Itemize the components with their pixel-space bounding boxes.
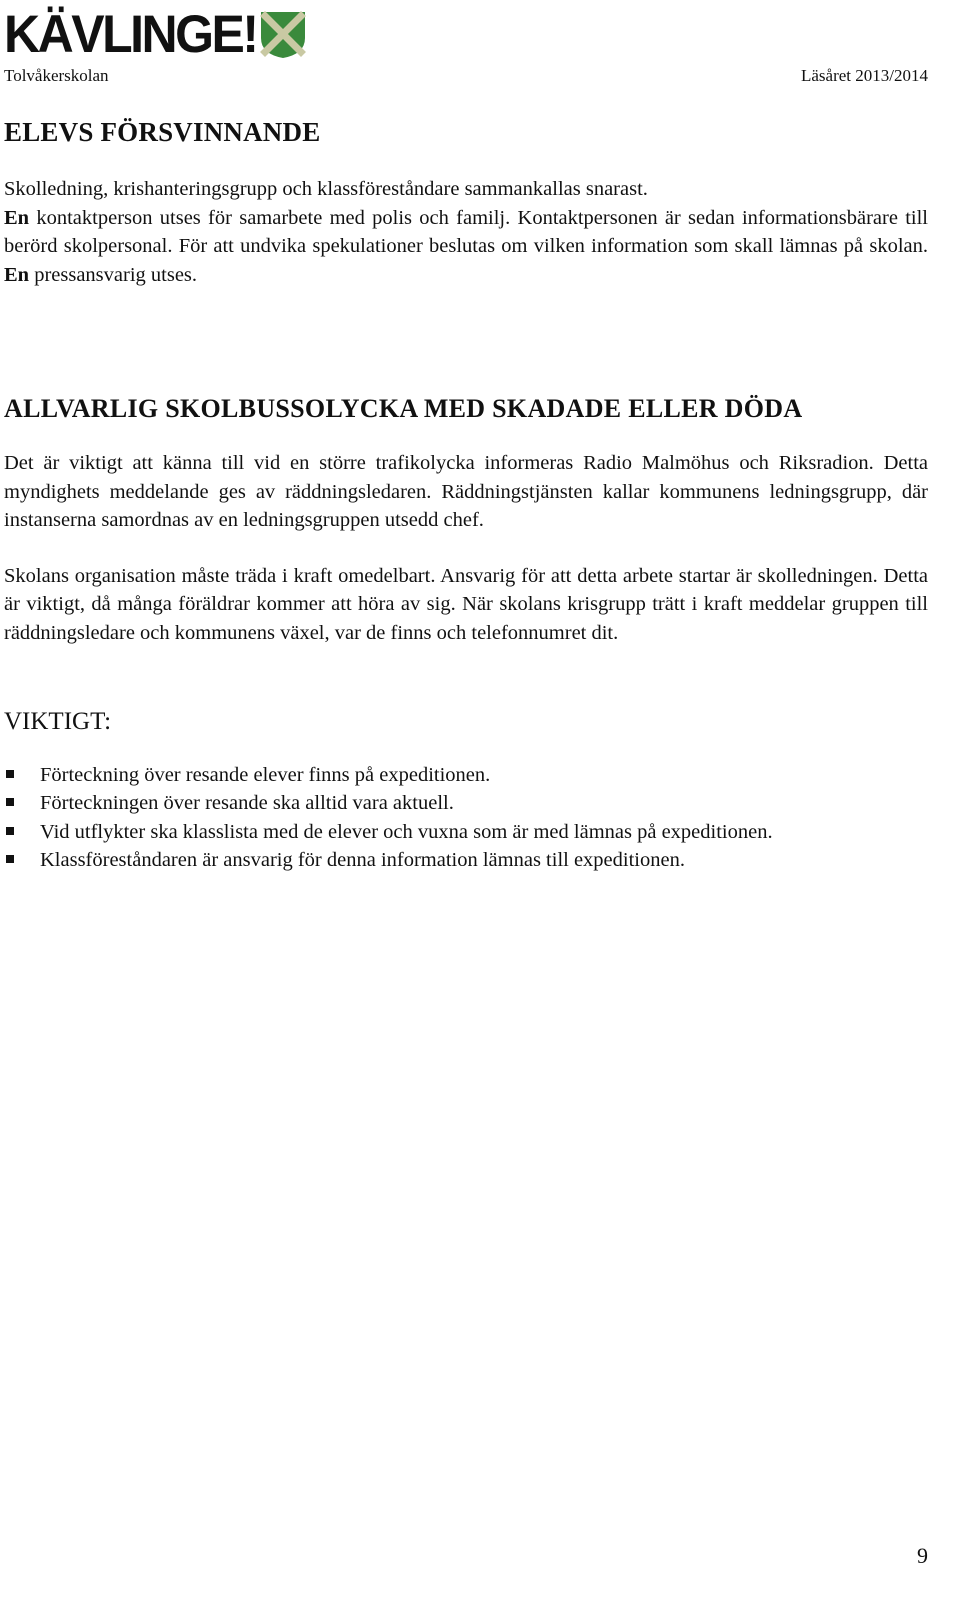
square-bullet-icon <box>6 855 14 863</box>
section-title-important: VIKTIGT: <box>4 708 112 735</box>
school-year: Läsåret 2013/2014 <box>801 66 928 85</box>
list-item: Klassföreståndaren är ansvarig för denna information lämnas till expeditionen. <box>4 846 928 874</box>
section1-text-part2: kontaktperson utses för samarbete med polis och familj. Kontaktpersonen är sedan informationsbärare till berörd skolpersonal. För att undvika spekulationer beslutas om vilken information som skall lämnas på skolan. <box>4 206 928 257</box>
logo-shield-icon <box>257 8 309 60</box>
square-bullet-icon <box>6 798 14 806</box>
section1-line1: Skolledning, krishanteringsgrupp och klassföreståndare sammankallas snarast. <box>4 178 648 200</box>
important-list <box>4 761 928 874</box>
square-bullet-icon <box>6 827 14 835</box>
list-item: Vid utflykter ska klasslista med de elever och vuxna som är med lämnas på expeditionen. <box>4 818 928 846</box>
section1-text-part3: pressansvarig utses. <box>29 263 198 286</box>
bold-en-2: En <box>4 263 30 286</box>
section1-paragraph <box>4 204 928 290</box>
section-title-missing-student: ELEVS FÖRSVINNANDE <box>4 117 321 147</box>
page-number: 9 <box>917 1543 928 1568</box>
list-item: Förteckning över resande elever finns på expeditionen. <box>4 761 928 789</box>
section-title-bus-accident: ALLVARLIG SKOLBUSSOLYCKA MED SKADADE ELLER DÖDA <box>4 394 803 423</box>
section2-paragraph-1: Det är viktigt att känna till vid en större trafikolycka informeras Radio Malmöhus och Riksradion. Detta myndighets meddelande ges av räddningsledaren. Räddningstjänsten kallar kommunens ledningsgrupp, där instanserna samordnas av en ledningsgruppen utsedd chef. <box>4 452 928 531</box>
square-bullet-icon <box>6 770 14 778</box>
school-name: Tolvåkerskolan <box>4 66 109 85</box>
list-item: Förteckningen över resande ska alltid vara aktuell. <box>4 789 928 817</box>
document-body <box>4 115 928 874</box>
logo-wordmark: KÄVLINGE! <box>4 4 257 64</box>
section2-paragraph-2: Skolans organisation måste träda i kraft omedelbart. Ansvarig för att detta arbete startar är skolledningen. Detta är viktigt, då många föräldrar kommer att höra av sig. När skolans krisgrupp trätt i kraft meddelar gruppen till räddningsledare och kommunens växel, var de finns och telefonnumret dit. <box>4 564 928 644</box>
kavlinge-logo <box>4 6 309 62</box>
bold-en-1: En <box>4 206 30 229</box>
